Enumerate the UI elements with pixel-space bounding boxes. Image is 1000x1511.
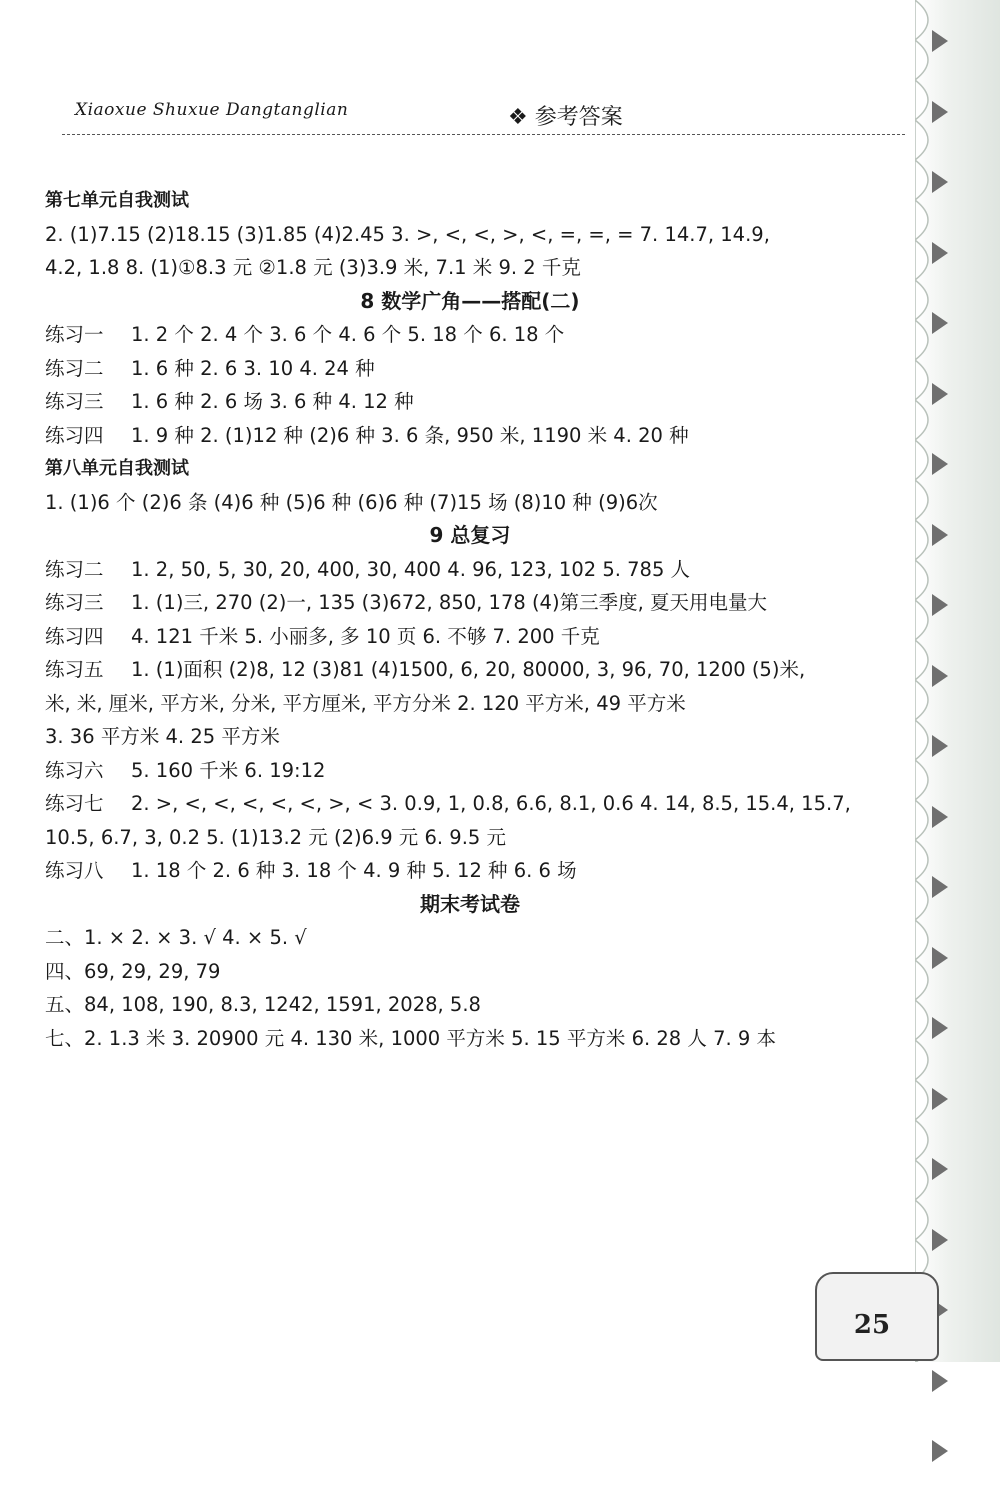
answer-text: 1. (1)面积 (2)8, 12 (3)81 (4)1500, 6, 20, 80000, 3, 96, 70, 1200 (5)米, [131, 658, 806, 681]
exercise-label: 练习一 [45, 323, 104, 346]
answer-line [45, 955, 895, 989]
section-heading [45, 519, 895, 553]
answer-text: 1. 6 种 2. 6 3. 10 4. 24 种 [131, 356, 375, 380]
arrow-right-icon [932, 242, 948, 264]
answer-line [45, 988, 895, 1022]
answer-text: 四、69, 29, 29, 79 [45, 959, 221, 983]
answer-text: 期末考试卷 [420, 891, 520, 916]
answer-text: 3. 36 平方米 4. 25 平方米 [45, 725, 280, 748]
answer-text: 1. (1)三, 270 (2)一, 135 (3)672, 850, 178 (4)第三季度, 夏天用电量大 [131, 591, 767, 614]
arrow-right-icon [932, 312, 948, 334]
answer-text: 1. 2 个 2. 4 个 3. 6 个 4. 6 个 5. 18 个 6. 18 个 [131, 323, 565, 346]
answer-text: 2. (1)7.15 (2)18.15 (3)1.85 (4)2.45 3. >, <, <, >, <, =, =, = 7. 14.7, 14.9, [45, 222, 770, 246]
header-divider [62, 134, 905, 135]
answer-text: 4.2, 1.8 8. (1)①8.3 元 ②1.8 元 (3)3.9 米, 7.1 米 9. 2 千克 [45, 256, 581, 279]
arrow-right-icon [932, 1440, 948, 1462]
answer-line [45, 385, 895, 419]
exercise-label: 练习三 [45, 591, 104, 614]
answer-line [45, 620, 895, 654]
header-section-title: ❖ 参考答案 [508, 105, 623, 130]
answer-line [45, 754, 895, 788]
answer-text: 米, 米, 厘米, 平方米, 分米, 平方厘米, 平方分米 2. 120 平方米, 49 平方米 [45, 691, 686, 715]
arrow-right-icon [932, 735, 948, 757]
arrow-right-icon [932, 1158, 948, 1180]
answer-text: 七、2. 1.3 米 3. 20900 元 4. 130 米, 1000 平方米 5. 15 平方米 6. 28 人 7. 9 本 [45, 1026, 777, 1050]
arrow-right-icon [932, 806, 948, 828]
arrow-right-icon [932, 524, 948, 546]
section-heading [45, 888, 895, 922]
arrow-right-icon [932, 1017, 948, 1039]
answer-line [45, 586, 895, 620]
answer-text: 5. 160 千米 6. 19:12 [131, 758, 326, 782]
exercise-label: 练习四 [45, 624, 104, 648]
arrow-right-icon [932, 171, 948, 193]
section-heading [45, 285, 895, 319]
answer-text: 4. 121 千米 5. 小丽多, 多 10 页 6. 不够 7. 200 千克 [131, 624, 600, 648]
answer-line [45, 720, 895, 754]
answer-text: 五、84, 108, 190, 8.3, 1242, 1591, 2028, 5.8 [45, 993, 481, 1016]
answer-text: 8 数学广角——搭配(二) [360, 288, 580, 313]
arrow-right-icon [932, 876, 948, 898]
answer-line [45, 218, 895, 252]
answer-text: 第八单元自我测试 [45, 458, 189, 479]
answer-line [45, 251, 895, 285]
arrow-right-icon [932, 947, 948, 969]
answer-text: 10.5, 6.7, 3, 0.2 5. (1)13.2 元 (2)6.9 元 6. 9.5 元 [45, 825, 507, 849]
answer-text: 1. 6 种 2. 6 场 3. 6 种 4. 12 种 [131, 390, 414, 413]
subsection-heading [45, 184, 895, 218]
answer-text: 2. >, <, <, <, <, <, >, < 3. 0.9, 1, 0.8, 6.6, 8.1, 0.6 4. 14, 8.5, 15.4, 15.7, [131, 792, 851, 815]
answer-line [45, 653, 895, 687]
exercise-label: 练习三 [45, 390, 104, 413]
subsection-heading [45, 452, 895, 486]
exercise-label: 练习二 [45, 557, 104, 581]
answer-line [45, 854, 895, 888]
answer-text: 1. 18 个 2. 6 种 3. 18 个 4. 9 种 5. 12 种 6. 6 场 [131, 859, 577, 882]
answer-line [45, 821, 895, 855]
answer-text: 第七单元自我测试 [45, 190, 189, 211]
answer-line [45, 787, 895, 821]
answer-line [45, 419, 895, 453]
answer-line [45, 318, 895, 352]
answer-line [45, 486, 895, 520]
answer-text: 1. 2, 50, 5, 30, 20, 400, 30, 400 4. 96, 123, 102 5. 785 人 [131, 557, 691, 581]
answer-text: 9 总复习 [429, 523, 511, 547]
arrow-right-icon [932, 1229, 948, 1251]
arrow-right-icon [932, 1088, 948, 1110]
arrow-right-icon [932, 665, 948, 687]
answer-text: 1. 9 种 2. (1)12 种 (2)6 种 3. 6 条, 950 米, 1190 米 4. 20 种 [131, 423, 689, 447]
arrow-right-icon [932, 594, 948, 616]
arrow-right-icon [932, 453, 948, 475]
answer-text: 二、1. × 2. × 3. √ 4. × 5. √ [45, 926, 307, 949]
decorative-edge [915, 0, 1000, 1362]
exercise-label: 练习四 [45, 423, 104, 447]
arrow-right-icon [932, 101, 948, 123]
exercise-label: 练习六 [45, 758, 104, 782]
answer-line [45, 921, 895, 955]
arrow-right-icon [932, 30, 948, 52]
answer-line [45, 352, 895, 386]
exercise-label: 练习七 [45, 792, 104, 815]
answer-content [45, 184, 895, 1055]
exercise-label: 练习五 [45, 658, 104, 681]
exercise-label: 练习八 [45, 859, 104, 882]
exercise-label: 练习二 [45, 356, 104, 380]
arrow-right-icon [932, 1370, 948, 1392]
answer-line [45, 687, 895, 721]
answer-line [45, 553, 895, 587]
page-number: 25 [853, 1310, 891, 1340]
answer-line [45, 1022, 895, 1056]
header-series-title: Xiaoxue Shuxue Dangtanglian [75, 100, 349, 120]
arrow-right-icon [932, 383, 948, 405]
answer-text: 1. (1)6 个 (2)6 条 (4)6 种 (5)6 种 (6)6 种 (7)15 场 (8)10 种 (9)6次 [45, 490, 658, 514]
